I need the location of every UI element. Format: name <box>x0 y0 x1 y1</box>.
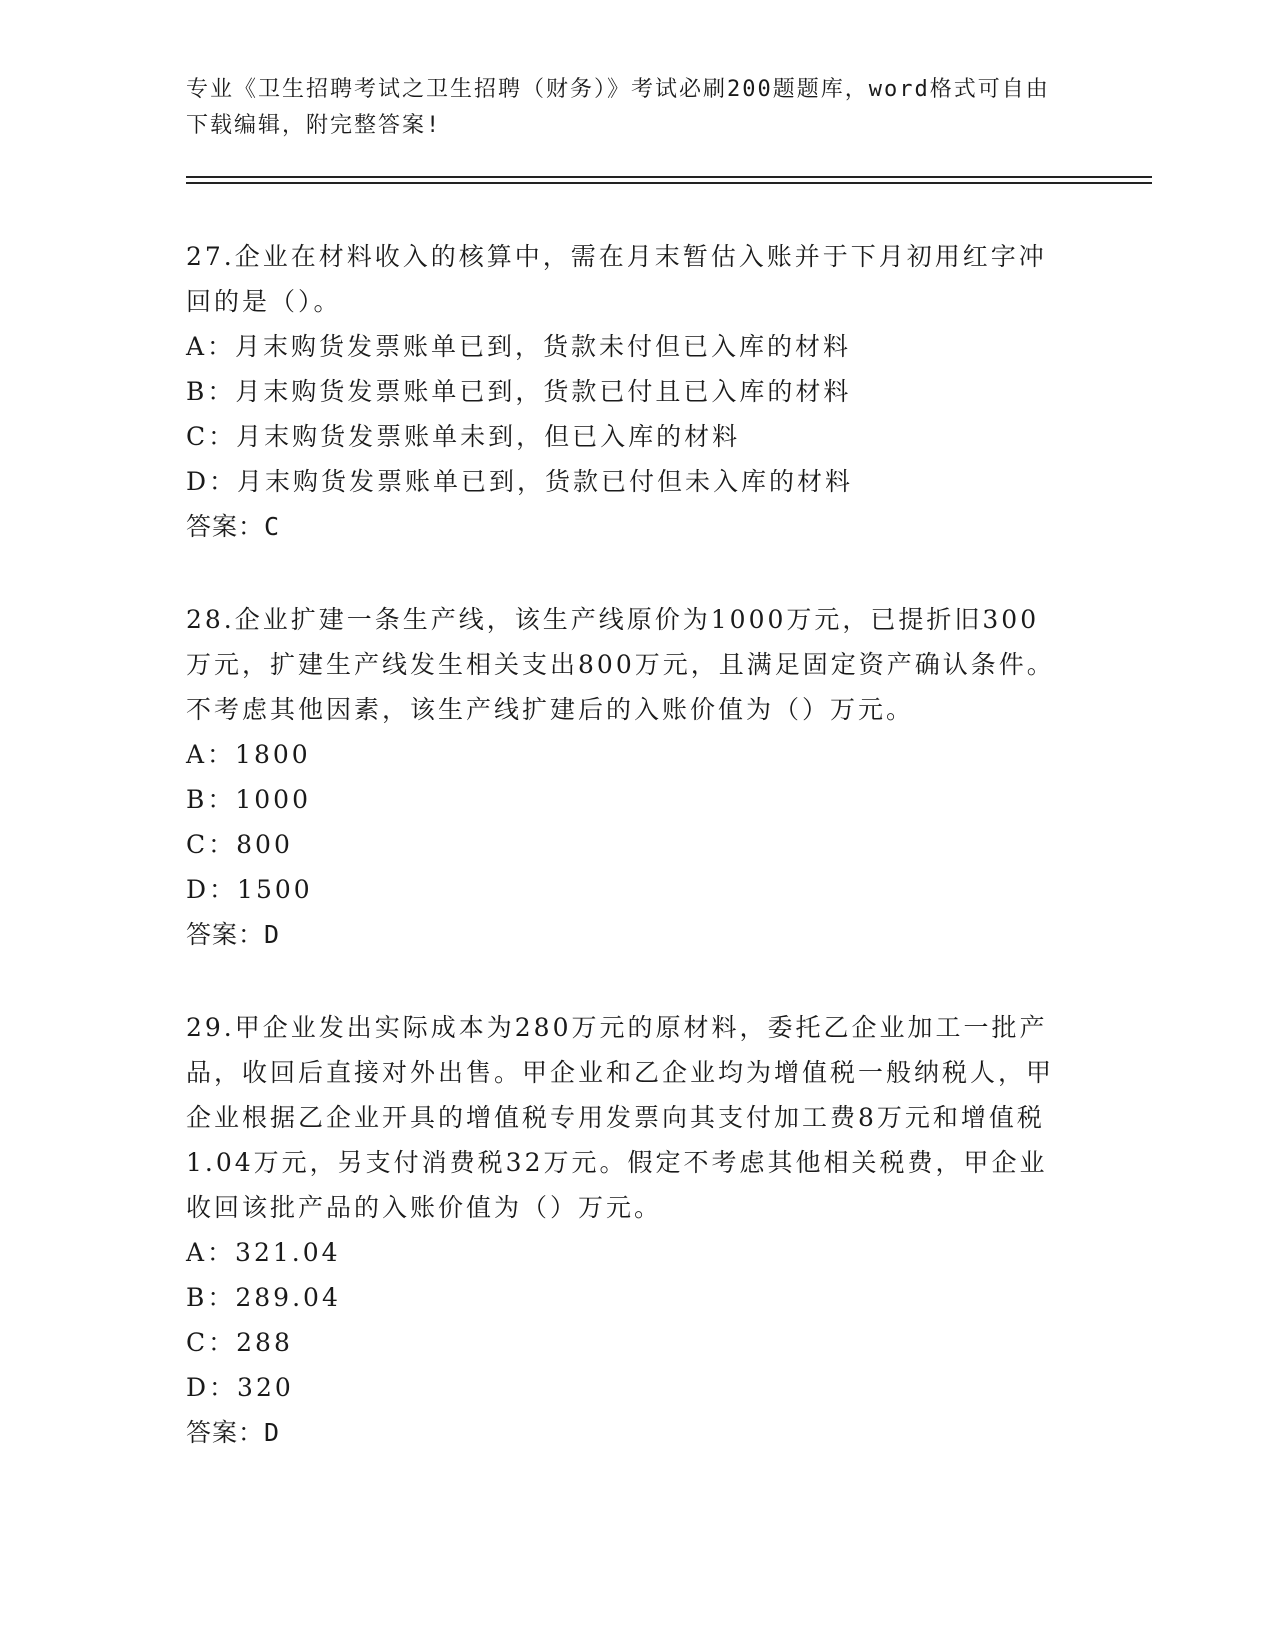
option-list <box>186 732 1066 912</box>
question-stem: 28.企业扩建一条生产线，该生产线原价为1000万元，已提折旧300万元，扩建生产线发生相关支出800万元，且满足固定资产确认条件。不考虑其他因素，该生产线扩建后的入账价值为（）万元。 <box>186 605 1055 724</box>
question-27 <box>186 234 1066 549</box>
document-header: 专业《卫生招聘考试之卫生招聘（财务）》考试必刷200题题库，word格式可自由下载编辑，附完整答案! <box>186 77 1050 138</box>
question-29 <box>186 1005 1066 1455</box>
option-b: B：1000 <box>186 785 311 814</box>
option-d: D：月末购货发票账单已到，货款已付但未入库的材料 <box>186 467 854 496</box>
option-c: C：月末购货发票账单未到，但已入库的材料 <box>186 422 741 451</box>
question-stem: 27.企业在材料收入的核算中，需在月末暂估入账并于下月初用红字冲回的是（）。 <box>186 242 1047 316</box>
option-b: B：289.04 <box>186 1283 341 1312</box>
answer-line: 答案：D <box>186 1418 281 1447</box>
option-d: D：320 <box>186 1373 294 1402</box>
question-28 <box>186 597 1066 957</box>
header-rule-top <box>186 176 1152 178</box>
option-a: A：321.04 <box>186 1238 341 1267</box>
option-list <box>186 1230 1066 1410</box>
option-c: C：288 <box>186 1328 293 1357</box>
option-a: A：1800 <box>186 740 311 769</box>
option-b: B：月末购货发票账单已到，货款已付且已入库的材料 <box>186 377 852 406</box>
option-d: D：1500 <box>186 875 313 904</box>
header-rule-bottom <box>186 182 1152 184</box>
option-a: A：月末购货发票账单已到，货款未付但已入库的材料 <box>186 332 852 361</box>
question-stem: 29.甲企业发出实际成本为280万元的原材料，委托乙企业加工一批产品，收回后直接对外出售。甲企业和乙企业均为增值税一般纳税人，甲企业根据乙企业开具的增值税专用发票向其支付加工费8万元和增值税1.04万元，另支付消费税32万元。假定不考虑其他相关税费，甲企业收回该批产品的入账价值为（）万元。 <box>186 1013 1055 1222</box>
option-list <box>186 324 1066 504</box>
answer-line: 答案：D <box>186 920 281 949</box>
answer-line: 答案：C <box>186 512 281 541</box>
option-c: C：800 <box>186 830 293 859</box>
